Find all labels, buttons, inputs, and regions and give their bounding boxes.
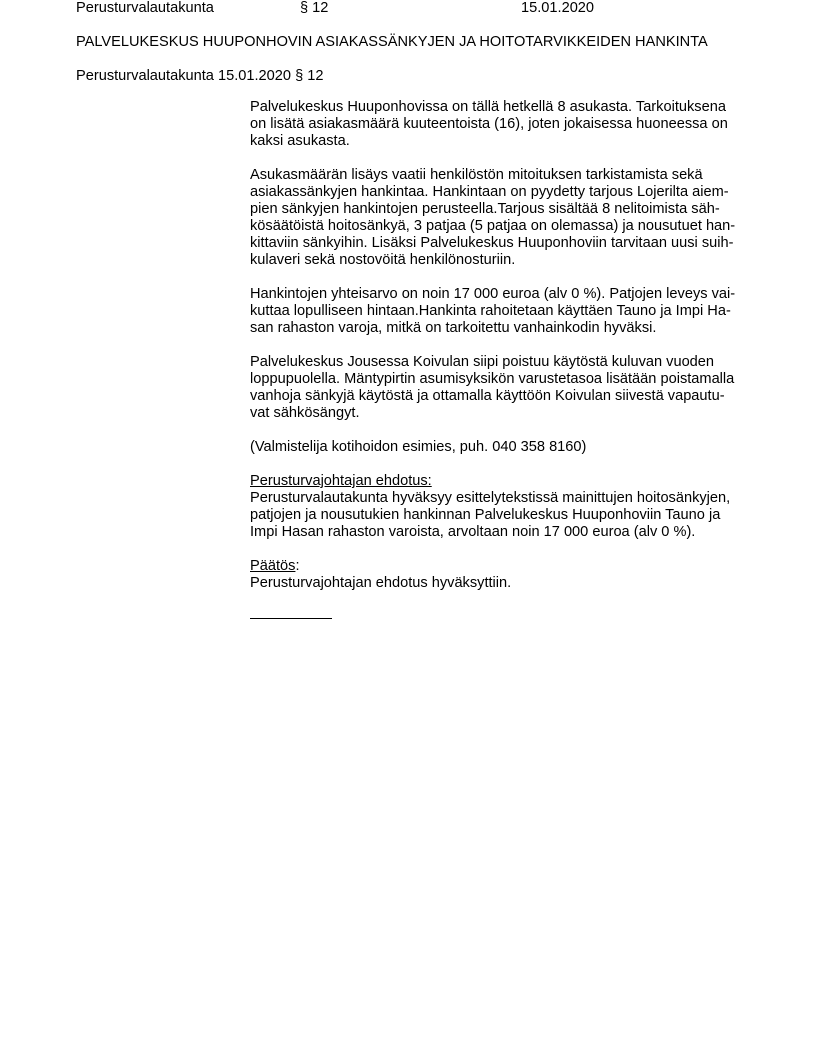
header-committee: Perusturvalautakunta: [76, 0, 214, 16]
body-text: [250, 99, 750, 619]
header-section: § 12: [300, 0, 329, 16]
paragraph-4: Palvelukeskus Jousessa Koivulan siipi poistuu käytöstä kuluvan vuoden loppupuolella. Mäntypirtin asumisyksikön varustetasoa lisätään poistamalla vanhoja sänkyjä käytöstä ja ottamalla käyttöön Koivulan siivestä vapautu- vat sähkösängyt.: [250, 354, 735, 421]
decision-heading: Päätös: [250, 558, 296, 574]
decision-heading-line: [250, 558, 750, 575]
paragraph-3: Hankintojen yhteisarvo on noin 17 000 euroa (alv 0 %). Patjojen leveys vai- kuttaa lopulliseen hintaan.Hankinta rahoitetaan käyttäen Tauno ja Impi Ha- san rahaston varoja, mitkä on tarkoitettu vanhainkodin hyväksi.: [250, 286, 736, 336]
decision-colon: :: [295, 558, 300, 574]
proposal-section: Perusturvajohtajan ehdotus: Perusturvalautakunta hyväksyy esittelytekstissä mainittujen hoitosänkyjen, patjojen ja nousutukien hankinnan Palvelukeskus Huuponhoviin Tauno ja Impi Hasan rahaston varoista, arvoltaan noin 17 000 euroa (alv 0 %).: [250, 473, 750, 541]
meeting-reference: Perusturvalautakunta 15.01.2020 § 12: [76, 68, 324, 84]
document-title: PALVELUKESKUS HUUPONHOVIN ASIAKASSÄNKYJEN JA HOITOTARVIKKEIDEN HANKINTA: [76, 34, 708, 50]
header-date: 15.01.2020: [521, 0, 595, 16]
decision-text: Perusturvajohtajan ehdotus hyväksyttiin.: [250, 575, 512, 591]
paragraph-2: Asukasmäärän lisäys vaatii henkilöstön mitoituksen tarkistamista sekä asiakassänkyjen hankintaa. Hankintaan on pyydetty tarjous Lojerilta aiem- pien sänkyjen hankintojen perusteella.Tarjous sisältää 8 nelitoimista säh- kösäätöistä hoitosänkyä, 3 patjaa (5 patjaa on olemassa) ja nousutuet han- kittaviin sänkyihin. Lisäksi Palvelukeskus Huuponhoviin tarvitaan uusi suih- kulaveri sekä nostovöitä henkilönosturiin.: [250, 167, 736, 268]
preparer-note: (Valmistelija kotihoidon esimies, puh. 040 358 8160): [250, 439, 587, 455]
proposal-heading: Perusturvajohtajan ehdotus:: [250, 473, 432, 489]
decision-section: [250, 558, 750, 592]
signature-line: [250, 609, 332, 619]
paragraph-1: Palvelukeskus Huuponhovissa on tällä hetkellä 8 asukasta. Tarkoituksena on lisätä asiakasmäärä kuuteentoista (16), joten jokaisessa huoneessa on kaksi asukasta.: [250, 99, 728, 149]
